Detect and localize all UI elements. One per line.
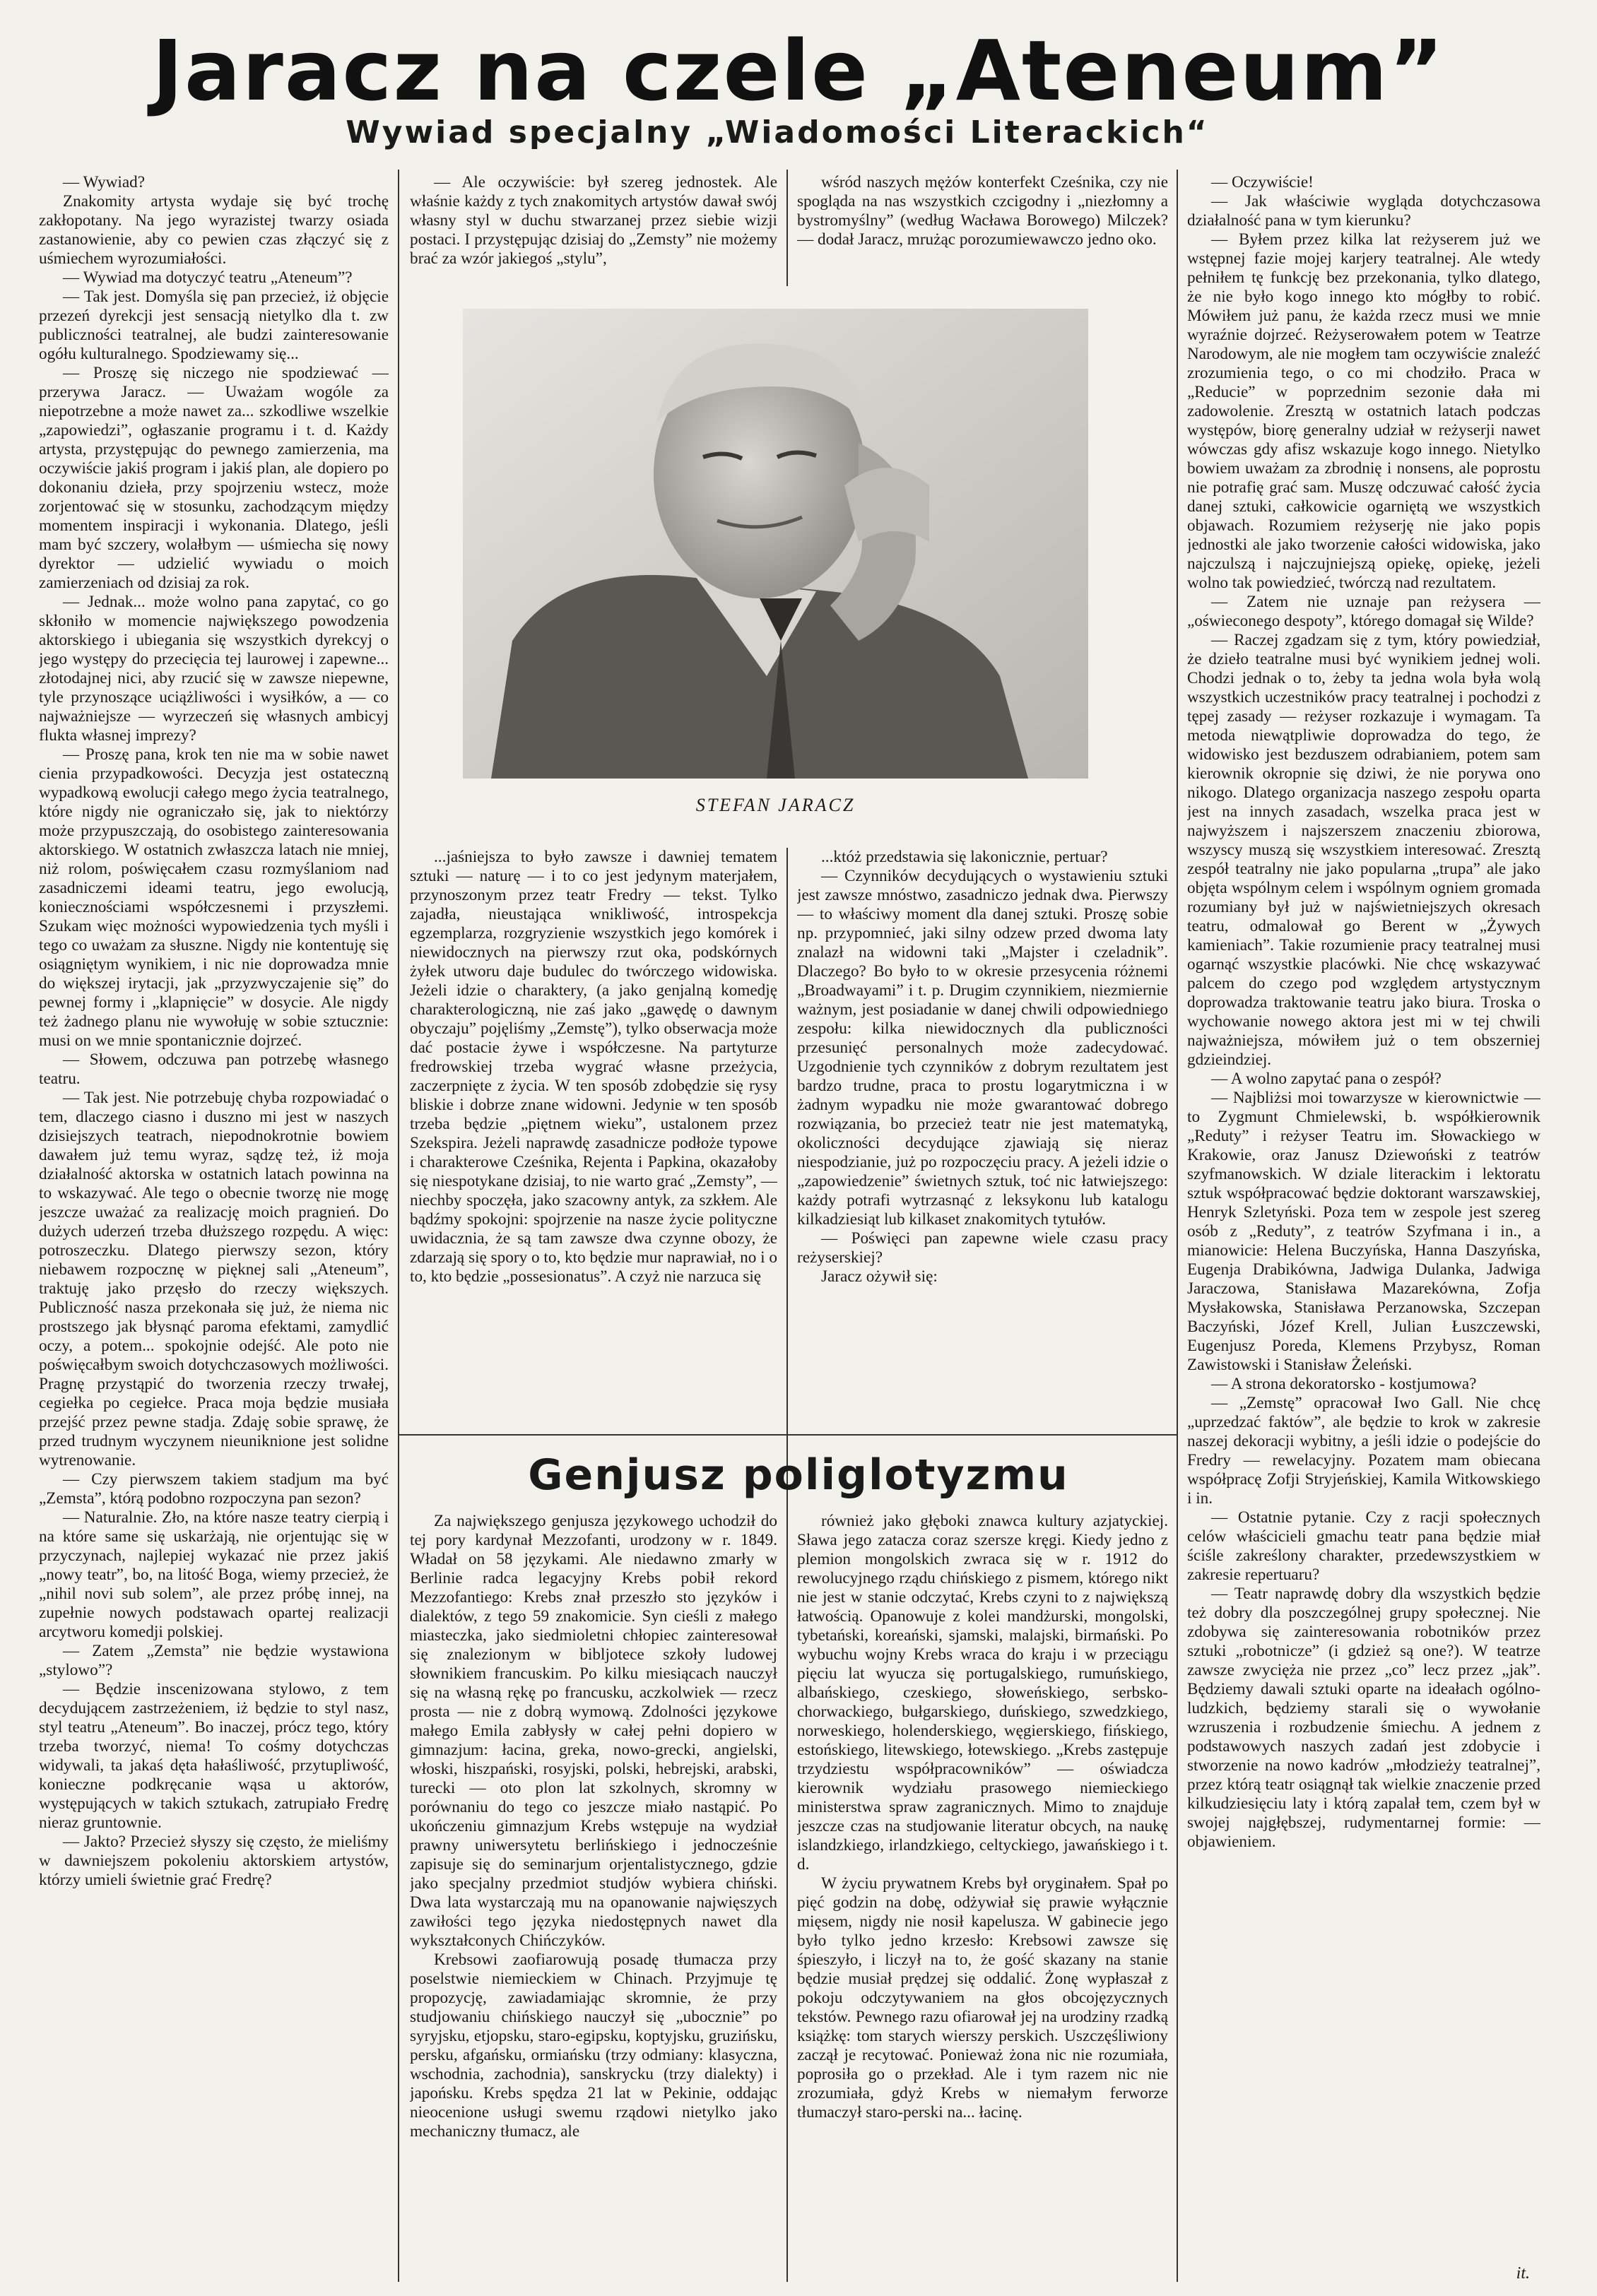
- portrait-photo: [463, 309, 1088, 779]
- photo-caption: STEFAN JARACZ: [695, 795, 856, 815]
- paragraph: — Czy pierwszem takiem stadjum ma być „Zemsta”, którą podobno rozpoczyna pan sezon?: [39, 1470, 389, 1508]
- paragraph: — Byłem przez kilka lat reżyserem już we wstępnej fazie mojej karjery teatralnej. Ale wtedy pełniłem tę funkcję bez przekonania, tylko dlatego, że nie było kogo innego kto mógłby to robić. Mówiłem już panu, że każda rzecz musi we mnie wyraźnie dojrzeć. Reżyserowałem potem w Teatrze Narodowym, ale nie mogłem tam oczywiście znaleźć zrozumienia tego, o co mi chodziło. Praca w „Reducie” w poprzednim sezonie dała mi zadowolenie. Zresztą w ostatnich latach podczas występów, biorę generalny udział w reżyserji nawet wówczas gdy afisz wskazuje kogo innego. Nietylko bowiem uważam za zbrodnię i nonsens, ale poprostu nie potrafię grać sam. Muszę odczuwać całość życia danej sztuki, całkowicie ogarniętą we wszystkich objawach. Rozumiem reżyserję nie jako popis jednostki ale jako tworzenie całości widowiska, jako najczulszą i najczujniejszą opiekę, opiekę, jeżeli wolno tak powiedzieć, twórczą nad rezultatem.: [1187, 230, 1540, 592]
- paragraph: — Wywiad?: [63, 173, 146, 191]
- portrait-photo-image: [463, 309, 1088, 779]
- section-rule: [398, 1434, 1177, 1436]
- column-rule: [786, 848, 788, 2282]
- paragraph: W życiu prywatnem Krebs był oryginałem. Spał po pięć godzin na dobę, odżywiał się prawie wyłącznie mięsem, nigdy nie nosił kapelusza. W gabinecie jego było tylko jedno krzesło: Krebsowi zawsze się śpieszyło, i liczył na to, że gość skazany na stanie będzie musiał prędzej się oddalić. Żonę wypłaszał z pokoju odczytywaniem na głos obcojęzycznych tekstów. Pewnego razu ofiarował jej na urodziny rzadką książkę: tom starych wierszy perskich. Uszczęśliwiony zaczął je recytować. Ponieważ żona nic nie rozumiała, poprosiła go o przekład. Ale i tym razem nic nie zrozumiała, gdyż Krebs w niemałym ferworze tłumaczył staro-perski na... łacinę.: [797, 1874, 1168, 2122]
- paragraph: — Jednak... może wolno pana zapytać, co go skłoniło w momencie największego powodzenia aktorskiego i ubiegania się wszystkich dyrekcyj o jego występy do przecięcia tej laurowej i zapewne... złotodajnej nici, aby rzucić się w zawsze niepewne, tyle przynoszące uciążliwości i wysiłków, a — co najważniejsze — wyrzeczeń się własnych ambicyj flukta własnej imprezy?: [39, 593, 389, 745]
- interview-column-1: [39, 173, 389, 2282]
- paragraph: — Zatem nie uznaje pan reżysera — „oświeconego despoty”, którego domagał się Wilde?: [1187, 593, 1540, 630]
- paragraph: — Tak jest. Nie potrzebuję chyba rozpowiadać o tem, dlaczego ciasno i duszno mi jest w naszych dzisiejszych teatrach, niepodnokrotnie bowiem dawałem już temu wyraz, sądzę też, iż moja działalność aktorska w ostatnich latach powinna na to wskazywać. Ale tego o obecnie tworzę nie mogę jeszcze uważać za realizację moich pragnień. Do dużych uderzeń trzeba dłuższego rozpędu. A więc: potroszeczku. Dlatego pierwszy sezon, który niebawem rozpocznę w pięknej sali „Ateneum”, traktuję jako przęsło do rzeczy większych. Publiczność nasza przekonała się już, że niema nic prostszego jak błysnąć paroma efektami, zamydlić oczy, a potem... spokojnie odejść. Ale poto nie poświęcałbym swoich dotychczasowych możliwości. Pragnę przystąpić do tworzenia rzeczy trwałej, cegiełka po cegiełce. Praca moja będzie musiała przejść przez pewne stadja. Zdaję sobie sprawę, że przed trudnym wyczynem nieuniknione jest solidne wytrenowanie.: [39, 1089, 389, 1469]
- paragraph: Znakomity artysta wydaje się być trochę zakłopotany. Na jego wyrazistej twarzy osiada zastanowienie, aby co pewien czas złączyć się z uśmiechem wyrozumiałości.: [39, 192, 389, 268]
- footer-mark: it.: [1516, 2264, 1530, 2283]
- paragraph: — Ostatnie pytanie. Czy z racji społecznych celów właścicieli gmachu teatr pana będzie miał ściśle zakreślony charakter, przedewszystkiem w zakresie repertuaru?: [1187, 1508, 1540, 1584]
- paragraph: — Oczywiście!: [1211, 173, 1314, 191]
- interview-column-4: [1187, 173, 1540, 2257]
- paragraph: — „Zemstę” opracował Iwo Gall. Nie chcę „uprzedzać faktów”, ale będzie to krok w zakresie naszej dekoracji wybitny, a jeśli idzie o podejście do Fredry — rewelacyjny. Pozatem mam obiecana współpracę Zofji Stryjeńskiej, Kamila Witkowskiego i in.: [1187, 1394, 1540, 1508]
- paragraph: — Jakto? Przecież słyszy się często, że mieliśmy w dawniejszem pokoleniu aktorskiem artystów, którzy umieli świetnie grać Fredrę?: [39, 1833, 389, 1889]
- section-title: Genjusz poliglotyzmu: [528, 1450, 1069, 1500]
- paragraph: — Będzie inscenizowana stylowo, z tem decydującem zastrzeżeniem, iż będzie to styl nasz, styl teatru „Ateneum”. Bo inaczej, prócz tego, który trzeba tworzyć, niema! To cośmy dotychczas widywali, ta jakaś dęta hałaśliwość, przytupliwość, konieczne podkręcanie wąsa u aktorów, występujących w takich sztukach, zatrupiało Fredrę nieraz gruntownie.: [39, 1680, 389, 1832]
- paragraph: — Proszę się niczego nie spodziewać — przerywa Jaracz. — Uważam wogóle za niepotrzebne a może nawet za... szkodliwe wszelkie „zapowiedzi”, ogłaszanie programu i t. d. Każdy artysta, przystępując do pewnego zamierzenia, ma oczywiście jakiś program i jakiś plan, ale dopiero po dokonaniu dzieła, przy spojrzeniu wstecz, może zorjentować się w stosunku, zachodzącym między momentem inspiracji i wykonania. Dlatego, jeśli mam być szczery, wolałbym — uśmiecha się nowy dyrektor — udzielić wywiadu o moich zamierzeniach od dzisiaj za rok.: [39, 364, 389, 592]
- paragraph: również jako głęboki znawca kultury azjatyckiej. Sława jego zatacza coraz szersze kręgi. Kiedy jedno z plemion mongolskich zwraca się w r. 1912 do rewolucyjnego rządu chińskiego z pismem, którego nikt nie jest w stanie odczytać, Krebs czyni to z największą łatwością. Opanowuje z kolei mandżurski, mongolski, tybetański, koreański, sjamski, malajski, birmański. Po wybuchu wojny Krebs wraca do kraju i w przeciągu pięciu lat wyucza się portugalskiego, rumuńskiego, albańskiego, czeskiego, słoweńskiego, serbsko-chorwackiego, bułgarskiego, duńskiego, szwedzkiego, norweskiego, holenderskiego, węgierskiego, fińskiego, estońskiego, litewskiego, łotewskiego. „Krebs zastępuje trzydziestu współpracowników” — oświadcza kierownik wydziału prasowego niemieckiego ministerstwa spraw zagranicznych. Mimo to znajduje jeszcze czas na studjowanie literatur obcych, na naukę islandzkiego, irlandzkiego, celtyckiego, jawańskiego i t. d.: [797, 1512, 1168, 1874]
- paragraph: — A strona dekoratorsko - kostjumowa?: [1211, 1375, 1477, 1393]
- article2-column-2: [797, 1512, 1168, 2282]
- column-rule: [1177, 170, 1178, 2282]
- paragraph: — A wolno zapytać pana o zespół?: [1211, 1070, 1442, 1088]
- paragraph: Krebsowi zaofiarowują posadę tłumacza przy poselstwie niemieckiem w Chinach. Przyjmuje tę propozycję, zawiadamiając skromnie, że przy studjowaniu chińskiego nauczył się „ubocznie” po syryjsku, etjopsku, staro-egipsku, koptyjsku, gruzińsku, persku, afgańsku, ormiańsku (trzy odmiany: klasyczna, wschodnia, zachodnia), sanskrycku (trzy dialekty) i japońsku. Krebs spędza 21 lat w Pekinie, oddając nieocenione usługi swemu rządowi nietylko jako mechaniczny tłumacz, ale: [410, 1951, 777, 2141]
- article2-column-1: [410, 1512, 777, 2282]
- paragraph: — Raczej zgadzam się z tym, który powiedział, że dzieło teatralne musi być wynikiem jednej woli. Chodzi jednak o to, żeby ta jedna wola była wolą wszystkich uczestników pracy teatralnej i pochodzi z tępej zasady — reżyser rozkazuje i wymagam. Ta metoda niewątpliwie doprowadza do tego, że widowisko jest bezduszem odrabianiem, potem sam kierownik okropnie się dziwi, że nie porywa ono nikogo. Dlatego organizacja naszego zespołu oparta jest na innych zasadach, wszelka praca jest w najwyższem i najszerszem znaczeniu zbiorowa, wszyscy muszą się wszystkiem interesować. Zresztą zespół teatralny nie jako popularna „trupa” ale jako objęta wspólnym celem i wspólnym ogniem gromada rozumiany był już w najświetniejszych okresach teatru, odmalował go Berent w „Żywych kamieniach”. Takie rozumienie pracy teatralnej musi ogarnąć wszystkie placówki. Nie chcę wskazywać palcem do czego pod względem artystycznym doprowadza traktowanie teatru jako biura. Troska o wychowanie nowego aktora jest mi w tej chwili najważniejsza, mówiłem już o tem obszerniej gdzieindziej.: [1187, 631, 1540, 1069]
- paragraph: — Zatem „Zemsta” nie będzie wystawiona „stylowo”?: [39, 1642, 389, 1679]
- paragraph: — Naturalnie. Zło, na które nasze teatry cierpią i na które same się uskarżają, nie orjentując się w przyczynach, najlepiej wykazać nie przez jakiś „nowy teatr”, bo, na litość Boga, wiemy przecież, że „nihil novi sub solem”, ale przez próbę innej, na zupełnie nowych podstawach opartej realizacji arcytworu komedji polskiej.: [39, 1508, 389, 1641]
- paragraph: — Jak właściwie wygląda dotychczasowa działalność pana w tym kierunku?: [1187, 192, 1540, 230]
- paragraph: — Proszę pana, krok ten nie ma w sobie nawet cienia przypadkowości. Decyzja jest ostateczną wypadkową ewolucji całego mego życia teatralnego, które nigdy nie ograniczało się, jak to niektórzy może przypuszczają, do osobistego zainteresowania aktorskiego. W ostatnich zwłaszcza latach nie mniej, niż rolom, poświęcałem czasu rozmyślaniom nad zasadniczemi ideami teatru, jego ewolucją, koniecznościami współczesnemi i przyszłemi. Szukam więc możności wypowiedzenia tych myśli i tego co uważam za słuszne. Nigdy nie kontentuję się osiągniętym wynikiem, i nic nie doprowadza mnie do większej irytacji, jak „przyzwyczajenie się” do pewnej formy i „klapnięcie” w dosycie. Ale nigdy też żadnego planu nie wywołuję w sobie sztucznie: musi on we mnie spontanicznie dojrzeć.: [39, 745, 389, 1050]
- paragraph: ...któż przedstawia się lakonicznie, pertuar?: [821, 848, 1108, 866]
- paragraph: — Ale oczywiście: był szereg jednostek. Ale właśnie każdy z tych znakomitych artystów dawał swój własny styl w duchu stwarzanej przez siebie wizji postaci. I przystępując dzisiaj do „Zemsty” nie możemy brać za wzór jakiegoś „stylu”,: [410, 173, 777, 268]
- paragraph: wśród naszych mężów konterfekt Cześnika, czy nie spogląda na nas wszystkich czcigodny i „niezłomny a bystromyślny” (według Wacława Borowego) Milczek? — dodał Jaracz, mrużąc porozumiewawczo jedno oko.: [797, 173, 1168, 249]
- interview-column-2-mid: [410, 848, 777, 1427]
- interview-column-3-top: [797, 173, 1168, 286]
- paragraph: Za największego genjusza językowego uchodził do tej pory kardynał Mezzofanti, urodzony w r. 1849. Władał on 58 językami. Ale niedawno zmarły w Berlinie radca legacyjny Krebs pobił rekord Mezzofantiego: Krebs znał przeszło sto języków i dialektów, z tego 59 znakomicie. Syn cieśli z małego miasteczka, jako siedmioletni chłopiec zainteresował się znalezionym w bibljotece szkoły ludowej słownikiem francuskim. Po kilku miesiącach nauczył się na własną rękę po francusku, aczkolwiek — rzecz prosta — nie z dobrą wymową. Zdolności językowe małego Emila zabłysły w całej pełni dopiero w gimnazjum: łacina, greka, nowo-grecki, angielski, włoski, hiszpański, rosyjski, polski, hebrejski, arabski, turecki — oto plon lat szkolnych, skromny w porównaniu do tego co jeszcze miało nastąpić. Po ukończeniu gimnazjum Krebs wstępuje na wydział prawny uniwersytetu berlińskiego i jednocześnie zapisuje się do seminarjum orjentalistycznego, gdzie jako specjalny przedmiot studjów wybiera chiński. Dwa lata wystarczają mu na opanowanie najwięszych zawiłości tego języka niedostępnych nawet dla wykształconych Chińczyków.: [410, 1512, 777, 1950]
- paragraph: — Słowem, odczuwa pan potrzebę własnego teatru.: [39, 1051, 389, 1088]
- subheadline: Wywiad specjalny „Wiadomości Literackich“: [346, 114, 1209, 150]
- paragraph: — Poświęci pan zapewne wiele czasu pracy reżyserskiej?: [797, 1229, 1168, 1267]
- paragraph: ...jaśniejsza to było zawsze i dawniej tematem sztuki — naturę — i to co jest jedynym materjałem, przynoszonym przez teatr Fredry — tekst. Tylko zajadła, nieustająca wnikliwość, introspekcja egzemplarza, rozgryzienie wszystkich jego komórek i niewidocznych na pierwszy rzut oka, podskórnych żyłek utworu daje budulec do twórczego widowiska. Jeżeli idzie o charaktery, (a jako genjalną komedję charakterologiczną, nie zaś jako „gawędę o dawnym obyczaju” pojęliśmy „Zemstę”), tylko obserwacja może dać postacie żywe i współczesne. Na partyturze fredrowskiej trzeba wygrać własne przeżycia, zaczerpnięte z życia. W ten sposób zdobędzie się rysy bliskie i dobrze znane widowni. Jedynie w ten sposób trzeba będzie „piętnem wieku”, ustalonem przez Szekspira. Jeżeli naprawdę zasadnicze podłoże typowe i charakterowe Cześnika, Rejenta i Papkina, okazałoby się niespotykane dzisiaj, to nie warto grać „Zemsty”, — niechby spoczęła, jako szacowny antyk, za szkłem. Ale bądźmy spokojni: spojrzenie na nasze życie polityczne uwidacznia, że są tam zawsze dwa czynne obozy, że zdarzają się spory o to, kto będzie mur naprawiał, no i o to, kto będzie „possesionatus”. A czyż nie narzuca się: [410, 848, 777, 1286]
- column-rule: [398, 170, 399, 2282]
- column-rule: [786, 170, 788, 286]
- paragraph: — Czynników decydujących o wystawieniu sztuki jest zawsze mnóstwo, zasadniczo jednak dwa. Pierwszy — to właściwy moment dla danej sztuki. Proszę sobie np. przypomnieć, jaki silny odzew przed dwoma laty znalazł na widowni taki „Majster i czeladnik”. Dlaczego? Bo było to w okresie przesycenia różnemi „Broadwayami” i t. p. Drugim czynnikiem, niezmiernie ważnym, jest posiadanie w danej chwili odpowiedniego zespołu: kilka niewidocznych dla publiczności przesunięć personalnych może zadecydować. Uzgodnienie tych czynników z dobrym rezultatem jest bardzo trudne, praca to prostu logarytmiczna i w żadnym wypadku nie może gwarantować dobrego rozwiązania, bo przecież teatr nie jest matematyką, okoliczności decydujące zjawiają się nieraz niespodzianie, już po rozpoczęciu pracy. A jeżeli idzie o „zapowiedzenie” świetnych sztuk, toć nic łatwiejszego: każdy potrafi wytrzasnąć z leksykonu lub katalogu kilkadziesiąt lub kilkaset znakomitych tytułów.: [797, 867, 1168, 1229]
- paragraph: — Tak jest. Domyśla się pan przecież, iż objęcie przezeń dyrekcji jest sensacją nietylko dla t. zw publiczności teatralnej, ale budzi zainteresowanie ogółu kulturalnego. Spodziewamy się...: [39, 288, 389, 363]
- paragraph: — Teatr naprawdę dobry dla wszystkich będzie też dobry dla poszczególnej grupy społecznej. Nie zdobywa się zainteresowania robotników przez sztuki „robotnicze” (i gdzież są one?). W teatrze zawsze zwycięża nie przez „co” lecz przez „jak”. Będziemy dawali sztuki oparte na ideałach ogólno-ludzkich, będziemy starali się o wywołanie wzruszenia i rozbudzenie śmiechu. A jednem z podstawowych naszych zadań jest zdobycie i stworzenie na nowo kadrów „młodzieży teatralnej”, przez którą teatr osiągnął tak wielkie znaczenie przed kilkudziesięciu laty i którą zapalał tem, czem był w swojej najgłębszej, rudymentarnej formie: — objawieniem.: [1187, 1585, 1540, 1851]
- paragraph: — Wywiad ma dotyczyć teatru „Ateneum”?: [63, 268, 353, 287]
- headline: Jaracz na czele „Ateneum”: [152, 22, 1445, 119]
- interview-column-3-mid: [797, 848, 1168, 1427]
- paragraph: Jaracz ożywił się:: [821, 1267, 938, 1286]
- interview-column-2-top: [410, 173, 777, 286]
- paragraph: — Najbliżsi moi towarzysze w kierownictwie — to Zygmunt Chmielewski, b. współkierownik „Reduty” i reżyser Teatru im. Słowackiego w Krakowie, oraz Janusz Dziewoński z teatrów szyfmanowskich. W dziale literackim i lektoratu sztuk współpracować będzie doktorant warszawskiej, Henryk Szletyński. Poza tem w zespole jest szereg osób z „Reduty”, z teatrów Szyfmana i in., a mianowicie: Helena Buczyńska, Hanna Daszyńska, Eugenja Drabikówna, Jadwiga Dulanka, Jadwiga Jaraczowa, Stanisława Mazarekówna, Zofja Mysłakowska, Stanisława Perzanowska, Szczepan Baczyński, Józef Krell, Julian Łuszczewski, Eugenjusz Poreda, Klemens Przybysz, Roman Zawistowski i Stanisław Żeleński.: [1187, 1089, 1540, 1374]
